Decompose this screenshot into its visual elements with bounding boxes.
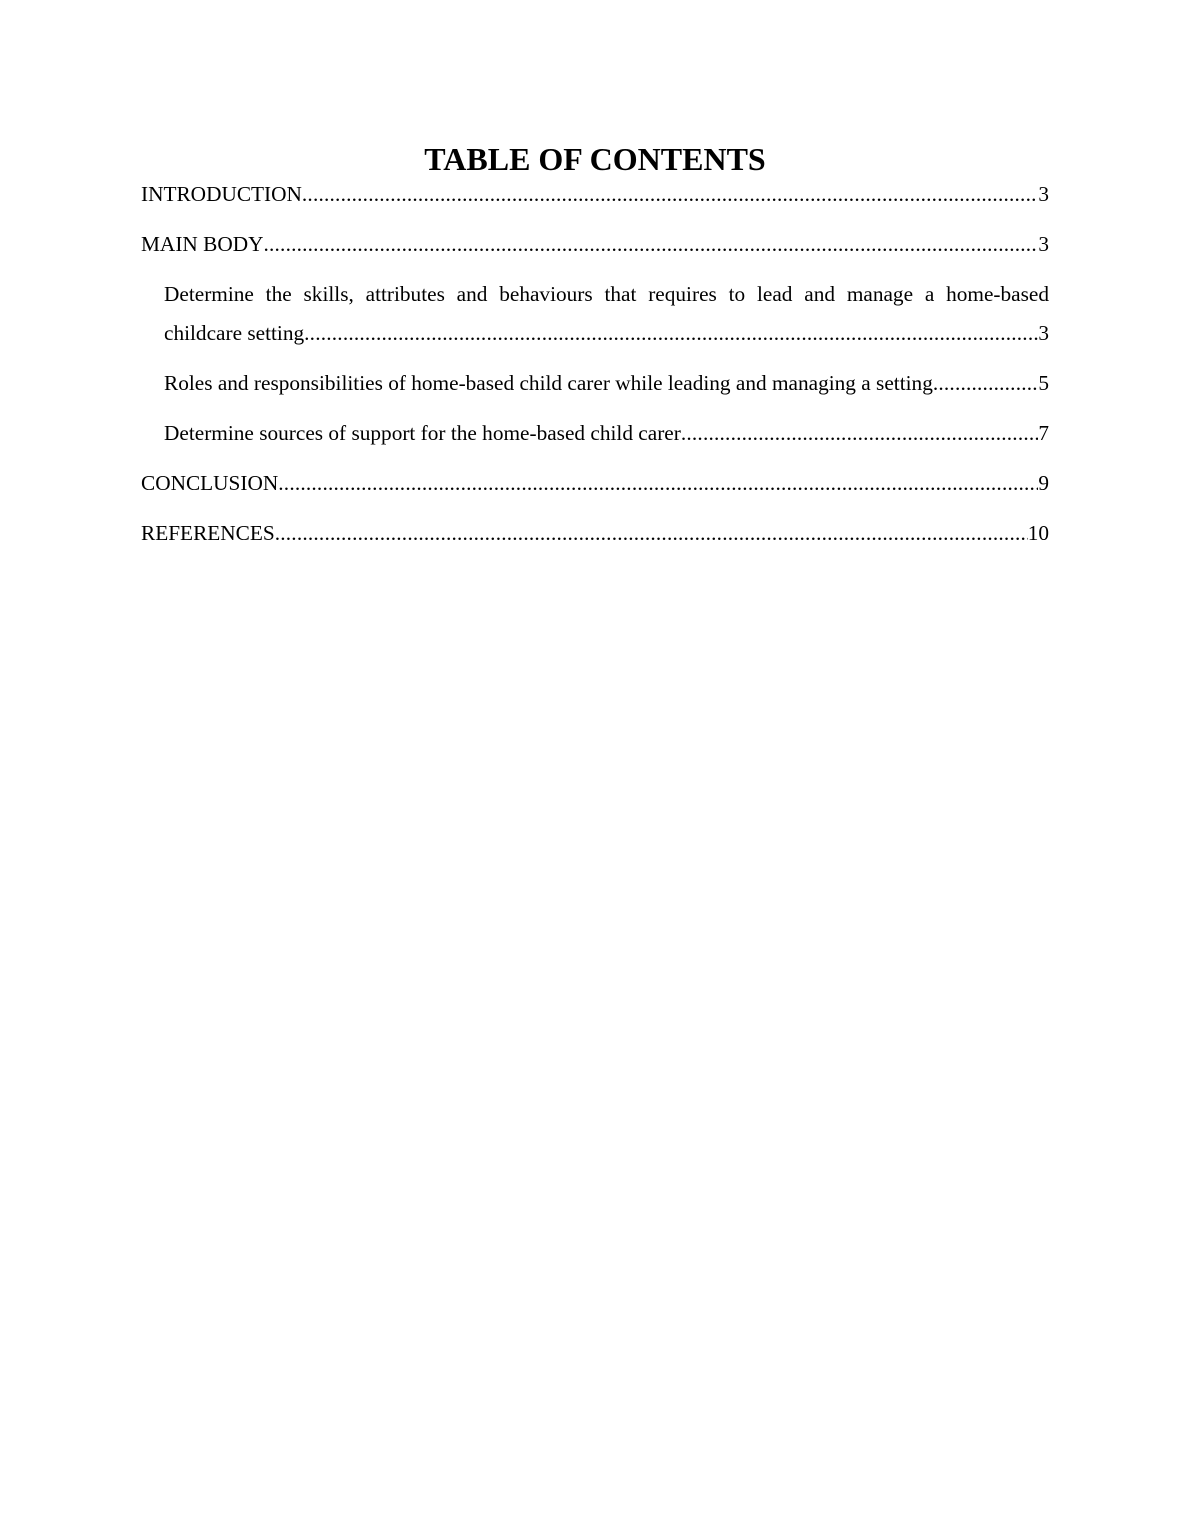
toc-page-number: 9 [1038, 471, 1049, 495]
toc-entry-main-body[interactable] [141, 225, 1049, 264]
toc-entry-references[interactable] [141, 514, 1049, 553]
toc-page-number: 3 [1038, 321, 1049, 345]
toc-link-conclusion[interactable] [141, 464, 1049, 503]
toc-page-number: 3 [1038, 182, 1049, 206]
toc-list [141, 175, 1049, 564]
toc-entry-sources-of-support[interactable] [164, 414, 1049, 453]
toc-entry-conclusion[interactable] [141, 464, 1049, 503]
toc-page-number: 5 [1038, 371, 1049, 395]
toc-entry-label: INTRODUCTION [141, 182, 302, 206]
toc-entry-label: Roles and responsibilities of home-based child carer while leading and managing a setting [164, 371, 933, 395]
toc-link-references[interactable] [141, 514, 1049, 553]
dot-leader [275, 514, 1028, 553]
dot-leader [278, 464, 1038, 503]
dot-leader [302, 175, 1038, 214]
toc-link-skills-attributes[interactable] [164, 275, 1049, 353]
toc-page-number: 10 [1027, 521, 1049, 545]
toc-link-sources-of-support[interactable] [164, 414, 1049, 453]
toc-entry-roles-responsibilities[interactable] [164, 364, 1049, 403]
toc-entry-label: MAIN BODY [141, 232, 264, 256]
toc-entry-skills-attributes[interactable] [164, 275, 1049, 353]
dot-leader [681, 414, 1038, 453]
toc-entry-label: Determine sources of support for the home-based child carer [164, 421, 681, 445]
dot-leader [933, 364, 1039, 403]
toc-entry-label: REFERENCES [141, 521, 275, 545]
toc-entry-introduction[interactable] [141, 175, 1049, 214]
toc-link-roles-responsibilities[interactable] [164, 364, 1049, 403]
toc-link-introduction[interactable] [141, 175, 1049, 214]
toc-page-number: 3 [1038, 232, 1049, 256]
toc-page-number: 7 [1038, 421, 1049, 445]
toc-entry-label-line-1: Determine the skills, attributes and behaviours that requires to lead and manage a home-based [164, 282, 1049, 306]
dot-leader [304, 314, 1038, 353]
toc-link-main-body[interactable] [141, 225, 1049, 264]
toc-entry-label: childcare setting [164, 321, 305, 345]
dot-leader [263, 225, 1038, 264]
toc-entry-label: CONCLUSION [141, 471, 279, 495]
page-title: TABLE OF CONTENTS [424, 141, 766, 177]
